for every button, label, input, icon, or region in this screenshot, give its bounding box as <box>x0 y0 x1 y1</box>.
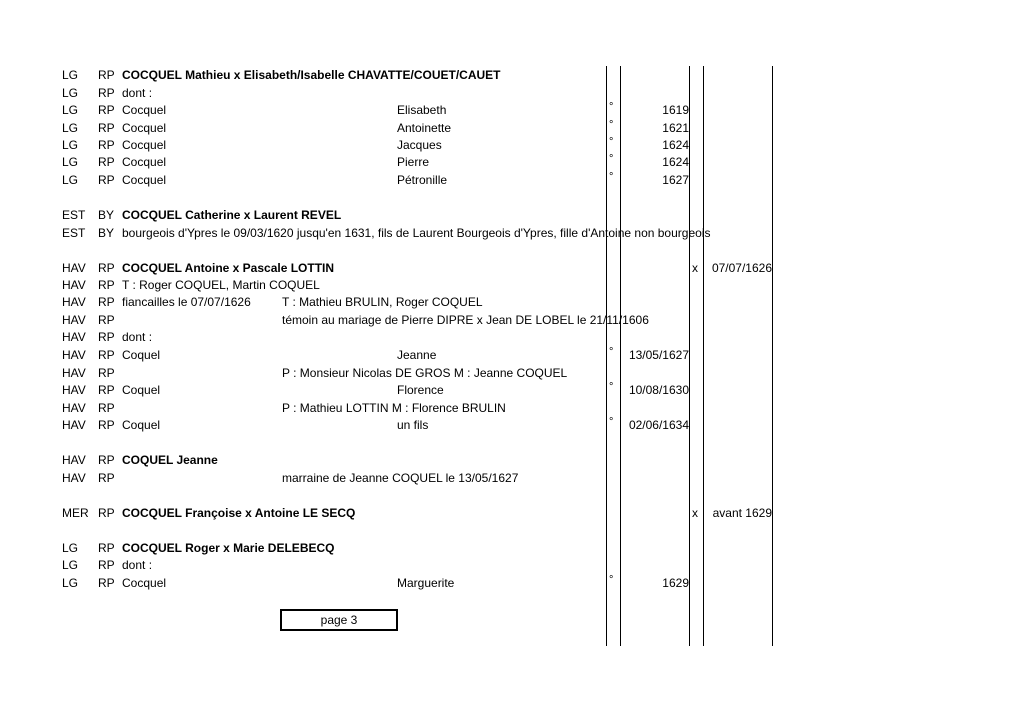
cell-place: LG <box>62 558 79 572</box>
cell-place: LG <box>62 173 79 187</box>
cell-place: HAV <box>62 295 86 309</box>
cell-src: RP <box>98 576 115 590</box>
table-row <box>0 329 1024 346</box>
cell-src: RP <box>98 261 115 275</box>
cell-src: RP <box>98 453 115 467</box>
cell-place: LG <box>62 121 79 135</box>
table-row <box>0 102 1024 119</box>
cell-src: RP <box>98 383 115 397</box>
cell-name: Cocquel <box>122 576 167 590</box>
table-row <box>0 382 1024 399</box>
cell-mark1: ° <box>609 119 614 131</box>
cell-src: RP <box>98 68 115 82</box>
cell-mark1: ° <box>609 171 614 183</box>
cell-place: HAV <box>62 278 86 292</box>
cell-given: Florence <box>397 383 444 397</box>
cell-date1: 1624 <box>662 138 689 152</box>
cell-src: RP <box>98 103 115 117</box>
cell-place: HAV <box>62 348 86 362</box>
table-row <box>0 207 1024 224</box>
page-number: page 3 <box>320 613 358 627</box>
cell-name: COCQUEL Françoise x Antoine LE SECQ <box>122 506 356 520</box>
cell-place: HAV <box>62 366 86 380</box>
cell-name: Cocquel <box>122 103 167 117</box>
cell-name: COCQUEL Mathieu x Elisabeth/Isabelle CHAVATTE/COUET/CAUET <box>122 68 501 82</box>
page-number-box <box>280 609 398 631</box>
cell-mark1: ° <box>609 574 614 586</box>
table-row <box>0 400 1024 417</box>
cell-note: P : Monsieur Nicolas DE GROS M : Jeanne COQUEL <box>282 366 568 380</box>
cell-mark1: ° <box>609 153 614 165</box>
cell-date1: 1624 <box>662 155 689 169</box>
cell-name: fiancailles le 07/07/1626 <box>122 295 251 309</box>
cell-name: dont : <box>122 558 153 572</box>
cell-mark1: ° <box>609 101 614 113</box>
table-row <box>0 505 1024 522</box>
cell-mark1: ° <box>609 416 614 428</box>
cell-given: Jacques <box>397 138 442 152</box>
table-row <box>0 137 1024 154</box>
cell-src: RP <box>98 138 115 152</box>
table-row <box>0 470 1024 487</box>
table-row <box>0 294 1024 311</box>
cell-name: Coquel <box>122 383 161 397</box>
cell-note: témoin au mariage de Pierre DIPRE x Jean DE LOBEL le 21/11/1606 <box>282 313 649 327</box>
cell-given: Antoinette <box>397 121 452 135</box>
table-row <box>0 452 1024 469</box>
cell-name: Coquel <box>122 348 161 362</box>
cell-src: RP <box>98 418 115 432</box>
cell-place: HAV <box>62 401 86 415</box>
cell-name: COQUEL Jeanne <box>122 453 218 467</box>
table-row <box>0 154 1024 171</box>
table-row <box>0 312 1024 329</box>
cell-src: RP <box>98 121 115 135</box>
cell-name: COCQUEL Catherine x Laurent REVEL <box>122 208 342 222</box>
cell-name: dont : <box>122 330 153 344</box>
cell-mark1: ° <box>609 381 614 393</box>
cell-mark1: ° <box>609 346 614 358</box>
cell-src: RP <box>98 471 115 485</box>
cell-name: bourgeois d'Ypres le 09/03/1620 jusqu'en 1631, fils de Laurent Bourgeois d'Ypres, fille d'Antoine non bourgeois <box>122 226 711 240</box>
cell-name: COCQUEL Roger x Marie DELEBECQ <box>122 541 335 555</box>
table-row <box>0 172 1024 189</box>
cell-date1: 1629 <box>662 576 689 590</box>
table-row <box>0 260 1024 277</box>
cell-place: HAV <box>62 418 86 432</box>
cell-place: HAV <box>62 313 86 327</box>
cell-place: EST <box>62 208 86 222</box>
cell-date1: 1621 <box>662 121 689 135</box>
table-row <box>0 277 1024 294</box>
table-row <box>0 417 1024 434</box>
cell-place: MER <box>62 506 89 520</box>
cell-place: LG <box>62 68 79 82</box>
cell-place: LG <box>62 138 79 152</box>
cell-date1: 13/05/1627 <box>628 348 689 362</box>
cell-date1: 1627 <box>662 173 689 187</box>
cell-given: Jeanne <box>397 348 437 362</box>
table-row <box>0 120 1024 137</box>
cell-src: RP <box>98 295 115 309</box>
cell-name: COCQUEL Antoine x Pascale LOTTIN <box>122 261 335 275</box>
cell-src: BY <box>98 208 115 222</box>
table-row <box>0 225 1024 242</box>
cell-src: RP <box>98 173 115 187</box>
cell-place: LG <box>62 86 79 100</box>
cell-src: RP <box>98 278 115 292</box>
cell-place: HAV <box>62 471 86 485</box>
cell-src: RP <box>98 366 115 380</box>
cell-src: RP <box>98 330 115 344</box>
cell-name: Coquel <box>122 418 161 432</box>
cell-place: LG <box>62 155 79 169</box>
cell-src: RP <box>98 541 115 555</box>
table-row <box>0 347 1024 364</box>
cell-note: T : Mathieu BRULIN, Roger COQUEL <box>282 295 483 309</box>
cell-date2: 07/07/1626 <box>711 261 772 275</box>
cell-place: LG <box>62 541 79 555</box>
cell-mark2: x <box>692 506 698 520</box>
table-row <box>0 365 1024 382</box>
cell-place: LG <box>62 103 79 117</box>
table-row <box>0 85 1024 102</box>
cell-src: BY <box>98 226 115 240</box>
cell-name: Cocquel <box>122 155 167 169</box>
cell-given: Pierre <box>397 155 430 169</box>
cell-date2: avant 1629 <box>712 506 772 520</box>
cell-place: HAV <box>62 453 86 467</box>
cell-place: EST <box>62 226 86 240</box>
cell-given: Elisabeth <box>397 103 447 117</box>
cell-given: Marguerite <box>397 576 455 590</box>
cell-place: LG <box>62 576 79 590</box>
cell-note: P : Mathieu LOTTIN M : Florence BRULIN <box>282 401 506 415</box>
cell-given: un fils <box>397 418 429 432</box>
cell-date1: 1619 <box>662 103 689 117</box>
cell-mark1: ° <box>609 136 614 148</box>
cell-date1: 10/08/1630 <box>628 383 689 397</box>
cell-name: Cocquel <box>122 173 167 187</box>
cell-src: RP <box>98 401 115 415</box>
cell-given: Pétronille <box>397 173 448 187</box>
table-row <box>0 557 1024 574</box>
cell-place: HAV <box>62 383 86 397</box>
cell-date1: 02/06/1634 <box>628 418 689 432</box>
cell-src: RP <box>98 313 115 327</box>
cell-mark2: x <box>692 261 698 275</box>
table-row <box>0 540 1024 557</box>
cell-src: RP <box>98 558 115 572</box>
table-row <box>0 67 1024 84</box>
cell-name: Cocquel <box>122 121 167 135</box>
cell-src: RP <box>98 506 115 520</box>
cell-src: RP <box>98 155 115 169</box>
cell-name: dont : <box>122 86 153 100</box>
cell-note: marraine de Jeanne COQUEL le 13/05/1627 <box>282 471 519 485</box>
table-row <box>0 575 1024 592</box>
cell-src: RP <box>98 348 115 362</box>
cell-place: HAV <box>62 261 86 275</box>
cell-place: HAV <box>62 330 86 344</box>
cell-src: RP <box>98 86 115 100</box>
cell-name: T : Roger COQUEL, Martin COQUEL <box>122 278 320 292</box>
cell-name: Cocquel <box>122 138 167 152</box>
